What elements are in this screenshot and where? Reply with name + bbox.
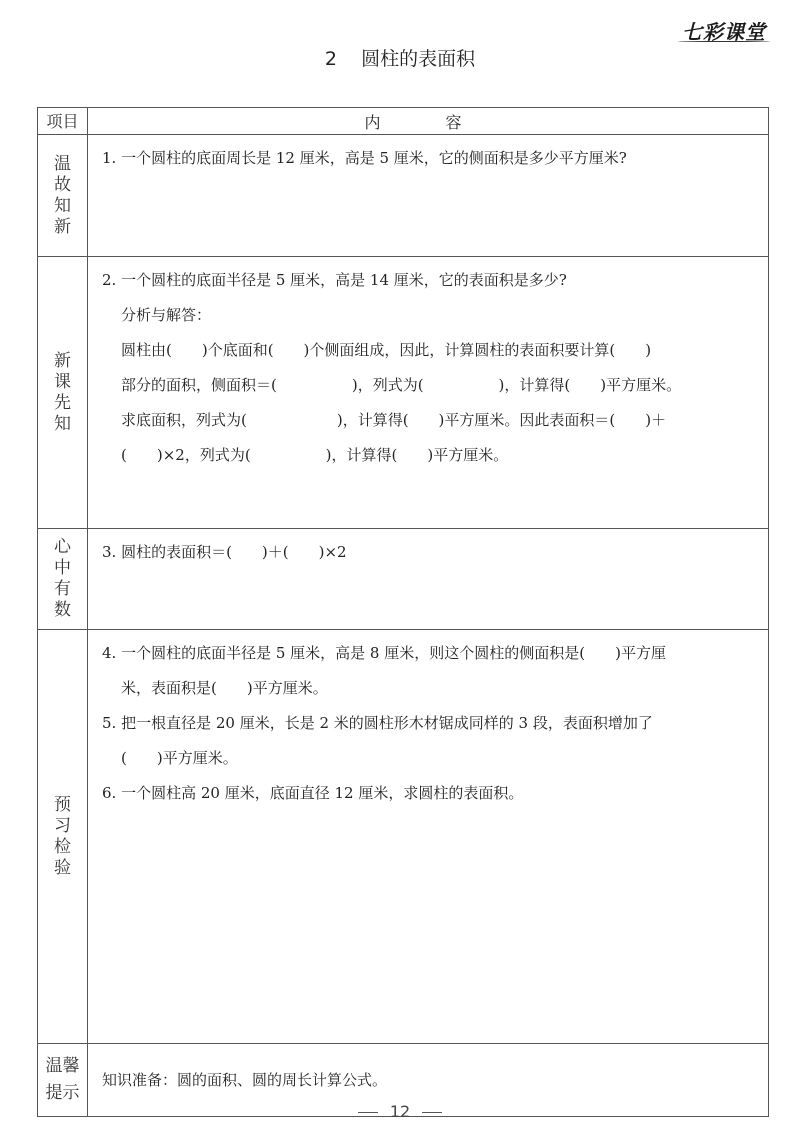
- section-content-review: [88, 135, 769, 257]
- worksheet-table: [37, 107, 769, 1117]
- page-title: [0, 44, 800, 71]
- question-6: 6. 一个圆柱高 20 厘米，底面直径 12 厘米，求圆柱的表面积。: [102, 784, 524, 802]
- section-new: [38, 257, 769, 529]
- question-4-continued: 米，表面积是( )平方厘米。: [121, 679, 328, 697]
- section-label-tips: 温馨 提示: [38, 1044, 88, 1117]
- section-label-new: 新 课 先 知: [38, 257, 88, 529]
- lesson-number: 2: [324, 48, 338, 70]
- question-1: 1. 一个圆柱的底面周长是 12 厘米，高是 5 厘米，它的侧面积是多少平方厘米?: [102, 149, 627, 167]
- question-5: 5. 把一根直径是 20 厘米，长是 2 米的圆柱形木材锯成同样的 3 段，表面积增加了: [102, 714, 653, 732]
- analysis-line: 部分的面积，侧面积＝( )，列式为( )，计算得( )平方厘米。: [121, 376, 682, 394]
- question-2: 2. 一个圆柱的底面半径是 5 厘米，高是 14 厘米，它的表面积是多少?: [102, 271, 567, 289]
- analysis-line: 圆柱由( )个底面和( )个侧面组成，因此，计算圆柱的表面积要计算( ): [121, 341, 652, 359]
- header-item: 项目: [38, 108, 88, 135]
- section-content-preview: [88, 630, 769, 1044]
- page-number: 12: [389, 1102, 411, 1121]
- section-content-mind: [88, 529, 769, 630]
- section-preview: [38, 630, 769, 1044]
- analysis-line: 求底面积，列式为( )，计算得( )平方厘米。因此表面积＝( )＋: [121, 411, 667, 429]
- brand-underline: [678, 41, 770, 42]
- analysis-line: ( )×2，列式为( )，计算得( )平方厘米。: [121, 446, 509, 464]
- section-review: [38, 135, 769, 257]
- footer-dash-right: [422, 1112, 442, 1113]
- section-label-review: 温 故 知 新: [38, 135, 88, 257]
- question-5-continued: ( )平方厘米。: [121, 749, 238, 767]
- question-4: 4. 一个圆柱的底面半径是 5 厘米，高是 8 厘米，则这个圆柱的侧面积是( )平方厘: [102, 644, 666, 662]
- page-footer: [0, 1102, 800, 1121]
- section-label-preview: 预 习 检 验: [38, 630, 88, 1044]
- tip-text: 知识准备：圆的面积、圆的周长计算公式。: [102, 1070, 388, 1089]
- section-label-mind: 心 中 有 数: [38, 529, 88, 630]
- section-mind: [38, 529, 769, 630]
- table-header-row: [38, 108, 769, 135]
- lesson-title: 圆柱的表面积: [361, 48, 476, 70]
- footer-dash-left: [358, 1112, 378, 1113]
- brand-logo: 七彩课堂: [682, 20, 766, 44]
- section-content-new: [88, 257, 769, 529]
- question-3: 3. 圆柱的表面积＝( )＋( )×2: [102, 543, 347, 561]
- header-content: 内 容: [88, 108, 769, 135]
- analysis-heading: 分析与解答：: [121, 306, 212, 324]
